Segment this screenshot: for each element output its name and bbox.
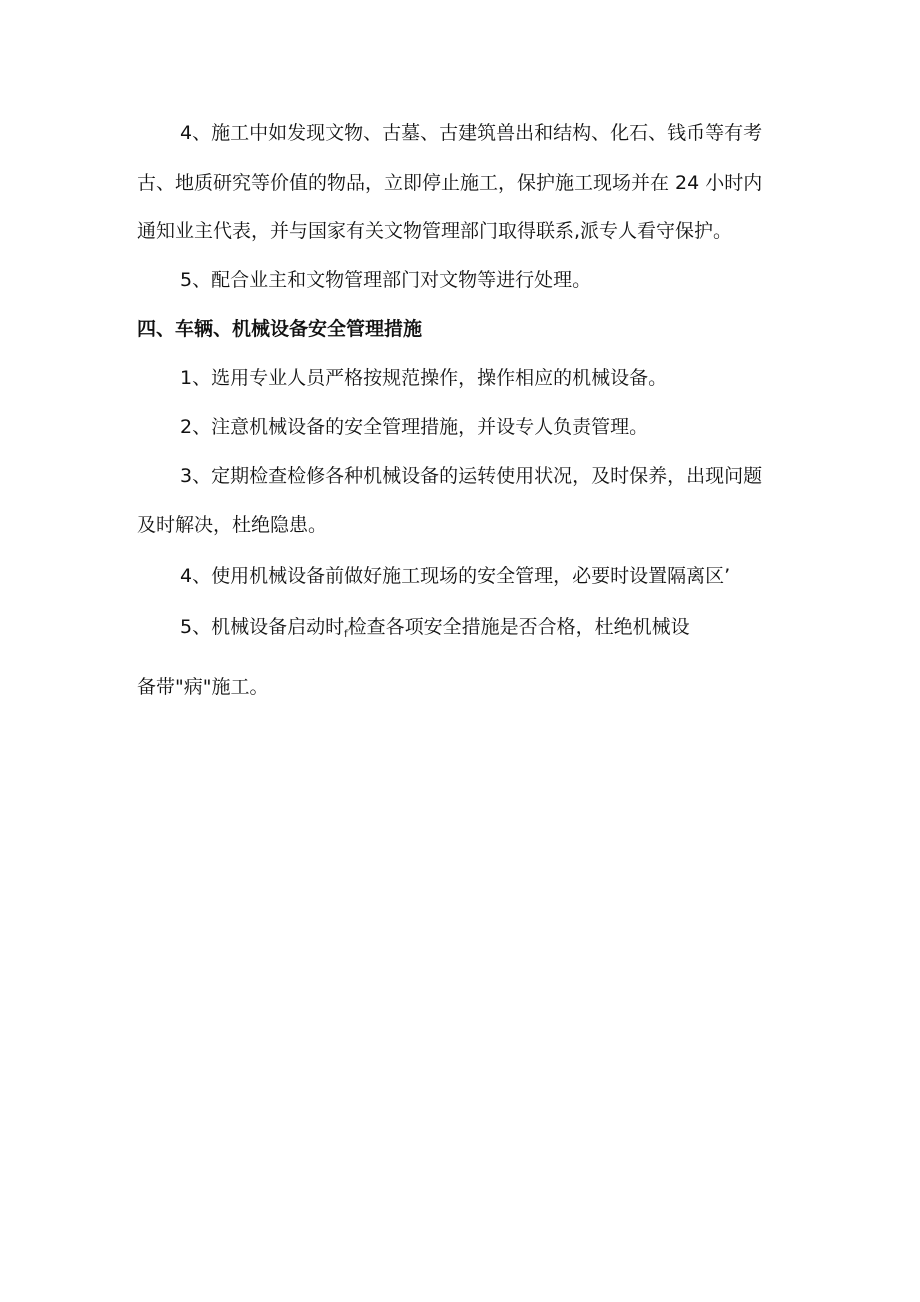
list-item-3-line-1: 3、定期检查检修各种机械设备的运转使用状况，及时保养，出现问题 xyxy=(180,465,763,487)
list-item-5-part-2: 检查各项安全措施是否合格，杜绝机械设 xyxy=(347,616,690,638)
list-item-5-line-1 xyxy=(180,615,840,647)
list-item-5-part-1: 5、机械设备启动时 xyxy=(180,616,345,638)
paragraph-item-4-line-3: 通知业主代表，并与国家有关文物管理部门取得联系,派专人看守保护。 xyxy=(137,220,733,242)
list-item-3-line-2: 及时解决，杜绝隐患。 xyxy=(137,514,328,536)
list-item-1: 1、选用专业人员严格按规范操作，操作相应的机械设备。 xyxy=(180,367,668,389)
paragraph-item-4-line-2: 古、地质研究等价值的物品，立即停止施工，保护施工现场并在 24 小时内 xyxy=(137,172,763,194)
list-item-5-subscript: f xyxy=(344,629,348,640)
paragraph-item-4-line-1: 4、施工中如发现文物、古墓、古建筑兽出和结构、化石、钱币等有考 xyxy=(180,122,763,144)
list-item-5-line-2: 备带"病"施工。 xyxy=(137,676,269,698)
paragraph-item-5: 5、配合业主和文物管理部门对文物等进行处理。 xyxy=(180,269,592,291)
list-item-4: 4、使用机械设备前做好施工现场的安全管理，必要时设置隔离区’ xyxy=(180,565,731,587)
list-item-2: 2、注意机械设备的安全管理措施，并设专人负责管理。 xyxy=(180,416,649,438)
section-heading: 四、车辆、机械设备安全管理措施 xyxy=(137,318,423,340)
